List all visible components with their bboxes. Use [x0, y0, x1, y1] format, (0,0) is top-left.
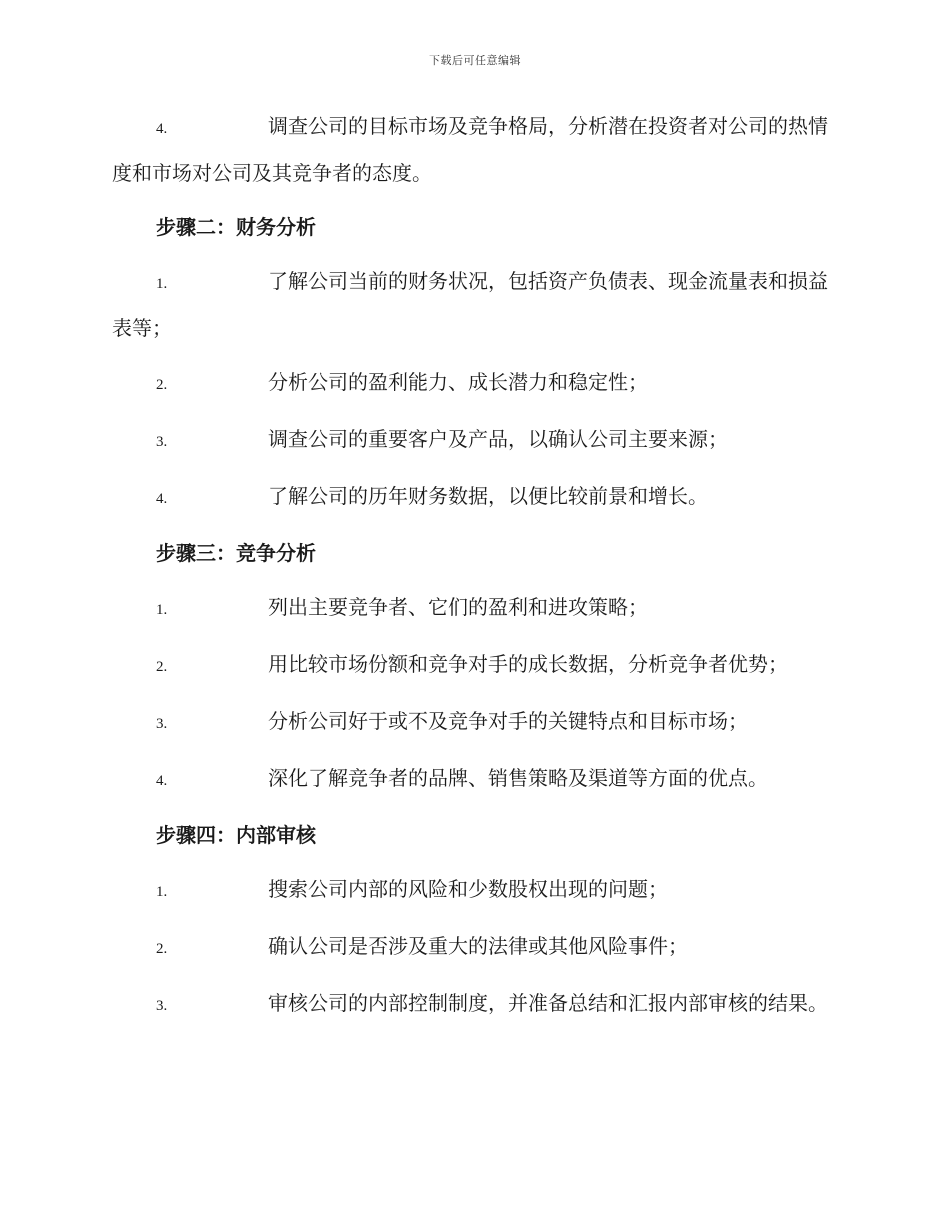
list-item-text: 审核公司的内部控制制度，并准备总结和汇报内部审核的结果。: [268, 991, 828, 1015]
list-item-number: 1.: [156, 602, 168, 618]
list-item-text: 分析公司好于或不及竞争对手的关键特点和目标市场；: [268, 709, 748, 733]
list-item-number: 3.: [156, 716, 168, 732]
list-item-number: 4.: [156, 491, 168, 507]
list-item-text: 了解公司当前的财务状况，包括资产负债表、现金流量表和损益表等；: [112, 269, 828, 340]
section-heading: 步骤三：竞争分析: [156, 541, 316, 565]
list-item: [112, 867, 837, 914]
document-body: [0, 104, 950, 1038]
page-header: 下载后可任意编辑: [429, 54, 521, 67]
list-item: [112, 474, 837, 521]
list-item-number: 3.: [156, 998, 168, 1014]
list-item-number: 2.: [156, 941, 168, 957]
section-heading: 步骤四：内部审核: [156, 823, 316, 847]
list-item: [112, 585, 837, 632]
list-item-number: 1.: [156, 884, 168, 900]
list-item: [112, 924, 837, 971]
list-item: [112, 104, 837, 195]
list-item: [112, 699, 837, 746]
list-item-text: 了解公司的历年财务数据，以便比较前景和增长。: [268, 484, 708, 508]
list-item-number: 4.: [156, 121, 168, 137]
list-item-number: 1.: [156, 276, 168, 292]
list-item-text: 确认公司是否涉及重大的法律或其他风险事件；: [268, 934, 688, 958]
list-item: [112, 756, 837, 803]
list-item-number: 2.: [156, 659, 168, 675]
list-item-text: 搜索公司内部的风险和少数股权出现的问题；: [268, 877, 668, 901]
list-item: [112, 981, 837, 1028]
list-item: [112, 417, 837, 464]
list-item: [112, 642, 837, 689]
list-item-text: 调查公司的重要客户及产品，以确认公司主要来源；: [268, 427, 728, 451]
list-item-number: 4.: [156, 773, 168, 789]
list-item-text: 列出主要竞争者、它们的盈利和进攻策略；: [268, 595, 648, 619]
section-heading: 步骤二：财务分析: [156, 215, 316, 239]
list-item-number: 3.: [156, 434, 168, 450]
list-item-text: 用比较市场份额和竞争对手的成长数据，分析竞争者优势；: [268, 652, 788, 676]
list-item-text: 深化了解竞争者的品牌、销售策略及渠道等方面的优点。: [268, 766, 768, 790]
list-item-number: 2.: [156, 377, 168, 393]
list-item-text: 分析公司的盈利能力、成长潜力和稳定性；: [268, 370, 648, 394]
list-item: [112, 360, 837, 407]
list-item: [112, 259, 837, 350]
list-item-text: 调查公司的目标市场及竞争格局，分析潜在投资者对公司的热情度和市场对公司及其竞争者的态度。: [112, 114, 828, 185]
